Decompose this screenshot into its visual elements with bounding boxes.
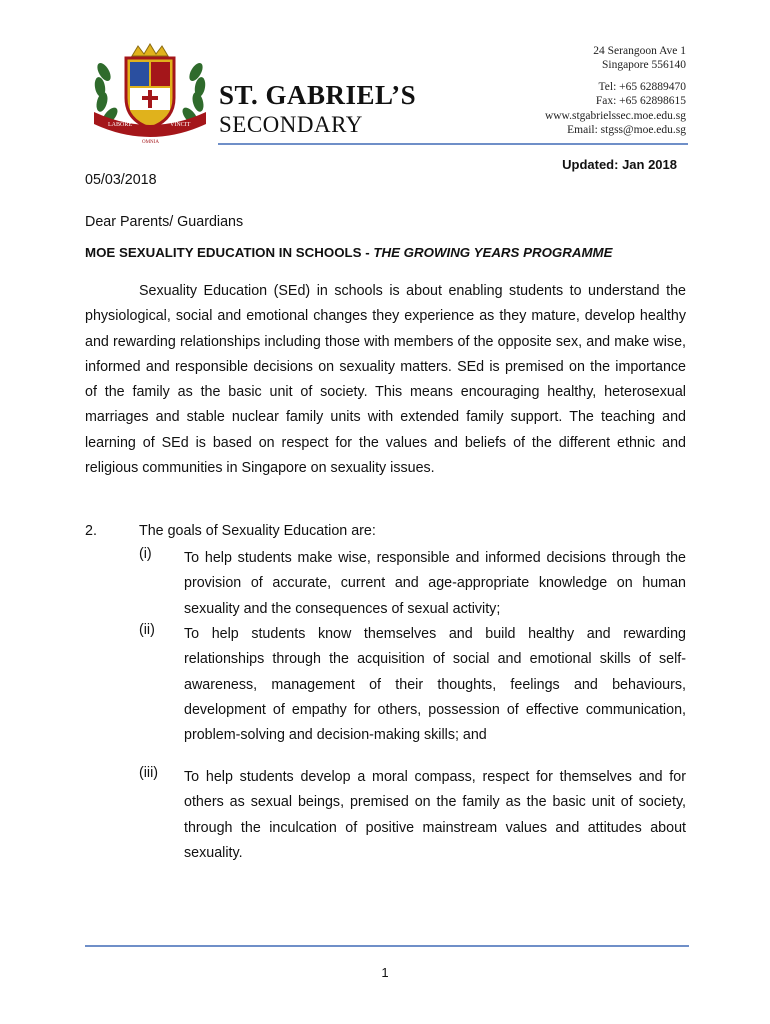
updated-date: Updated: Jan 2018 (562, 157, 677, 172)
svg-text:VINCIT: VINCIT (170, 122, 191, 128)
letter-greeting: Dear Parents/ Guardians (85, 214, 244, 230)
goals-title: The goals of Sexuality Education are: (139, 523, 376, 539)
school-address (593, 44, 686, 72)
footer-divider (85, 945, 689, 947)
address-line-1: 24 Serangoon Ave 1 (593, 45, 686, 57)
goal-marker-3: (iii) (139, 765, 159, 781)
school-crest-logo (90, 42, 210, 152)
school-name: ST. GABRIEL’S (219, 80, 417, 110)
letter-subject (85, 245, 613, 260)
goal-marker-1: (i) (139, 546, 152, 562)
goal-text-3: To help students develop a moral compass, respect for themselves and for others as sexual beings, premised on the family as the basic unit of society, through the inculcation of positive mainstream values and attitudes about sexuality. (184, 769, 686, 861)
subject-bold: MOE SEXUALITY EDUCATION IN SCHOOLS - (85, 245, 374, 260)
address-line-2: Singapore 556140 (601, 59, 686, 71)
svg-text:OMNIA: OMNIA (142, 140, 159, 145)
school-subtitle: SECONDARY (219, 112, 363, 137)
goal-text-2: To help students know themselves and build healthy and rewarding relationships through the acquisition of social and emotional skills of self-awareness, management of their thoughts, feelings and behaviours, development of empathy for others, possession of effective communication, problem-solving and decision-making skills; and (184, 626, 686, 744)
goal-text-1: To help students make wise, responsible and informed decisions through the provision of accurate, current and age-appropriate knowledge on human sexuality and the consequences of sexual activity; (184, 550, 686, 617)
page-number: 1 (381, 965, 389, 980)
subject-italic: THE GROWING YEARS PROGRAMME (373, 245, 613, 260)
crown-icon (132, 44, 168, 56)
section-number: 2. (85, 523, 97, 539)
paragraph-1-text: Sexuality Education (SEd) in schools is about enabling students to understand the physiological, social and emotional changes they experience as they mature, develop healthy and rewarding relationships including those with members of the opposite sex, and make wise, informed and responsible decisions on sexuality matters. SEd is premised on the importance of the family as the basic unit of society. This means encouraging healthy, heterosexual marriages and stable nuclear family units with extended family support. The teaching and learning of SEd is based on respect for the values and beliefs of the different ethnic and religious communities in Singapore on sexuality issues. (85, 283, 686, 477)
school-contact (545, 80, 686, 137)
paragraph-1 (85, 279, 686, 481)
fax: Fax: +65 62898615 (595, 95, 686, 108)
telephone: Tel: +65 62889470 (598, 81, 686, 93)
email-link[interactable]: Email: stgss@moe.edu.sg (567, 123, 686, 136)
website-link[interactable]: www.stgabrielssec.moe.edu.sg (544, 109, 686, 122)
svg-text:LABORE: LABORE (108, 122, 132, 128)
header-divider (218, 143, 688, 145)
goal-marker-2: (ii) (139, 622, 155, 638)
letter-date: 05/03/2018 (85, 172, 157, 188)
